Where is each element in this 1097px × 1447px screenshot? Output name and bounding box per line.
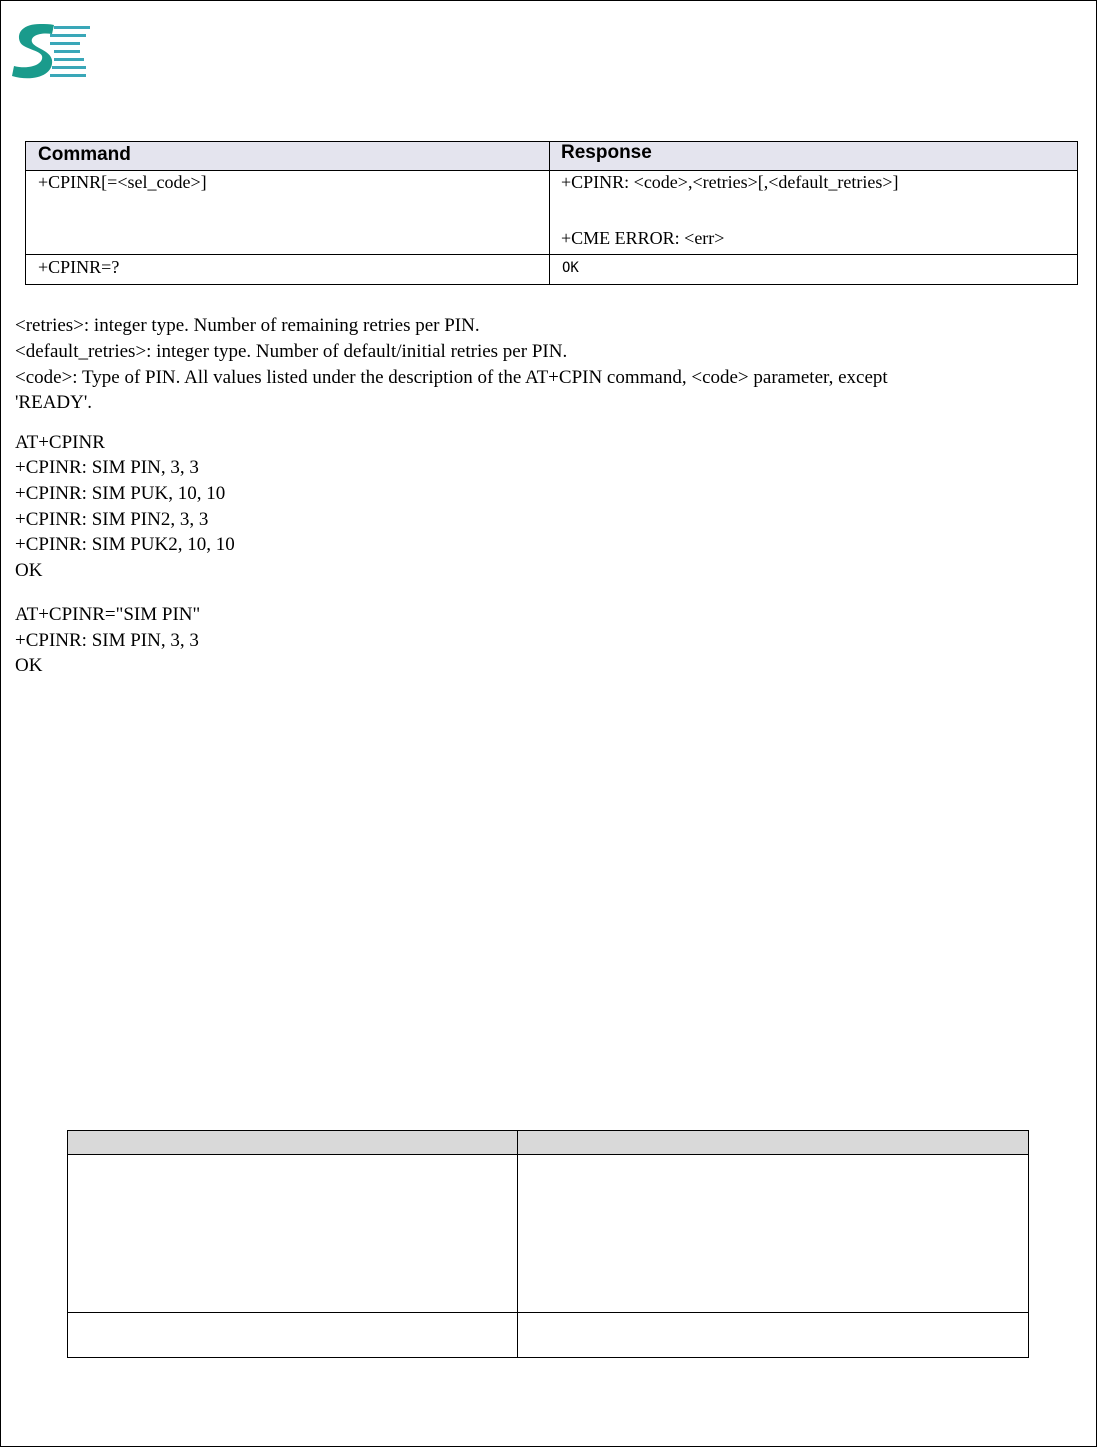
command-header: Command	[38, 144, 131, 165]
empty-cell	[517, 1312, 1029, 1358]
command-table	[25, 141, 1078, 285]
example-line: OK	[15, 655, 43, 676]
empty-cell	[67, 1154, 518, 1313]
command-cell: +CPINR[=<sel_code>]	[38, 172, 207, 192]
response-cell: +CPINR: <code>,<retries>[,<default_retries>]	[561, 172, 899, 192]
example-line: +CPINR: SIM PIN, 3, 3	[15, 457, 199, 478]
example-line: +CPINR: SIM PIN, 3, 3	[15, 630, 199, 651]
example-line: +CPINR: SIM PUK, 10, 10	[15, 483, 226, 504]
parameter-code: <code>: Type of PIN. All values listed under the description of the AT+CPIN command, <code> parameter, except	[15, 367, 888, 388]
empty-table	[67, 1130, 1029, 1358]
response-cell: OK	[562, 260, 579, 276]
empty-header-cell	[67, 1130, 518, 1155]
empty-cell	[67, 1312, 518, 1358]
example-line: +CPINR: SIM PUK2, 10, 10	[15, 534, 235, 555]
example-line: AT+CPINR="SIM PIN"	[15, 604, 201, 625]
parameter-retries: <retries>: integer type. Number of remaining retries per PIN.	[15, 315, 480, 336]
company-logo	[10, 22, 92, 82]
response-cell: +CME ERROR: <err>	[561, 228, 725, 248]
example-line: AT+CPINR	[15, 432, 105, 453]
response-header: Response	[561, 142, 652, 163]
empty-header-cell	[517, 1130, 1029, 1155]
parameter-code-continued: 'READY'.	[15, 392, 93, 413]
parameter-default-retries: <default_retries>: integer type. Number of default/initial retries per PIN.	[15, 341, 568, 362]
command-cell: +CPINR=?	[38, 257, 120, 277]
example-line: +CPINR: SIM PIN2, 3, 3	[15, 509, 209, 530]
empty-cell	[517, 1154, 1029, 1313]
table-row	[549, 254, 1078, 285]
example-line: OK	[15, 560, 43, 581]
